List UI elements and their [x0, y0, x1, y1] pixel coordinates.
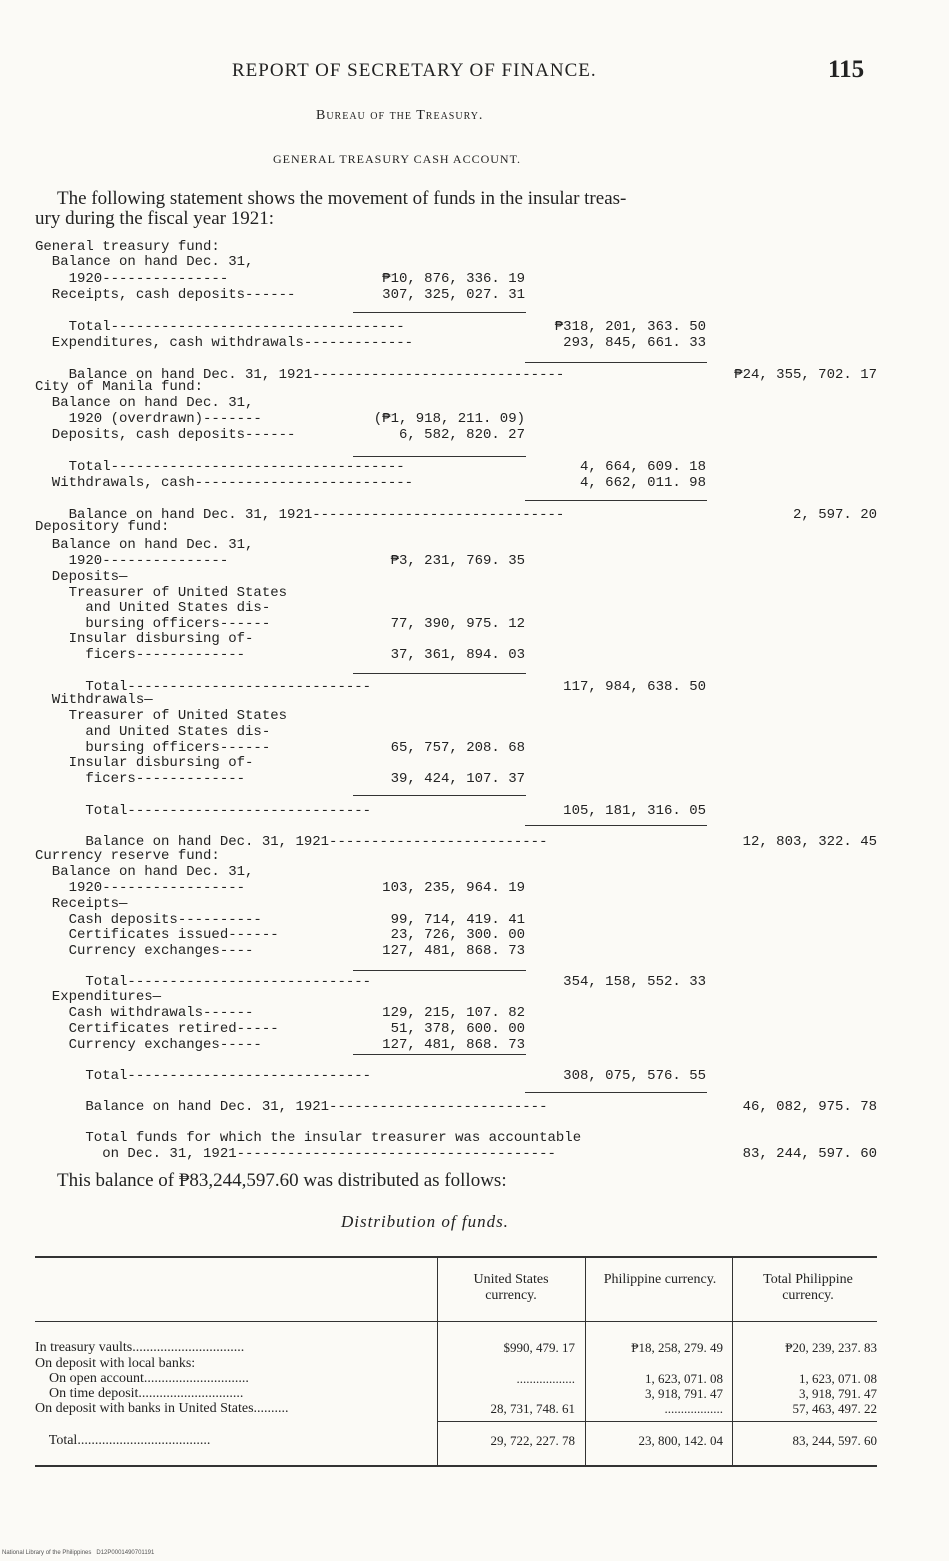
ledger-amount-c1: 129, 215, 107. 82	[382, 1005, 525, 1021]
table-cell-ph: ..................	[664, 1401, 723, 1416]
ledger-amount-c1: 127, 481, 868. 73	[382, 943, 525, 959]
ledger-label: Insular disbursing of-	[35, 755, 254, 771]
table-cell-us: ..................	[516, 1371, 575, 1386]
table-cell-us: $990, 479. 17	[503, 1340, 575, 1355]
ledger-amount-c3: 12, 803, 322. 45	[742, 834, 877, 850]
ledger-label: City of Manila fund:	[35, 379, 204, 395]
table-row-label: In treasury vaults................................	[35, 1340, 245, 1355]
ledger-label: and United States dis-	[35, 724, 271, 740]
ledger-label: Expenditures, cash withdrawals-------------	[35, 335, 414, 351]
ledger-label: Total-----------------------------	[35, 1068, 372, 1084]
table-row-label: On time deposit..............................	[35, 1386, 244, 1401]
ledger-label: Balance on hand Dec. 31,	[35, 254, 254, 270]
intro-line-2: ury during the fiscal year 1921:	[35, 208, 275, 229]
ledger-amount-c2: 105, 181, 316. 05	[563, 803, 706, 819]
scan-footer: National Library of the Philippines D12P0001490701191	[2, 1550, 155, 1556]
ledger-amount-c1: 39, 424, 107. 37	[390, 771, 525, 787]
table-row-label: On deposit with banks in United States..........	[35, 1401, 289, 1416]
ledger-label: Balance on hand Dec. 31, 1921--------------------------	[35, 1099, 548, 1115]
ledger-label: Total-----------------------------------	[35, 459, 405, 475]
ledger-label: Total-----------------------------	[35, 679, 372, 695]
ledger-amount-c2: ₱318, 201, 363. 50	[554, 319, 706, 335]
ledger-label: Receipts—	[35, 896, 128, 912]
ledger-amount-c1: ₱3, 231, 769. 35	[390, 553, 525, 569]
table-row-label: On open account..............................	[35, 1371, 249, 1386]
ledger-label: Balance on hand Dec. 31, 1921------------------------------	[35, 367, 565, 383]
ledger-amount-c1: 23, 726, 300. 00	[390, 927, 525, 943]
table-row	[35, 1433, 877, 1448]
ledger-label: ficers-------------	[35, 771, 246, 787]
ledger-amount-c2: 354, 158, 552. 33	[563, 974, 706, 990]
col-header-ph: Philippine currency.	[603, 1272, 717, 1287]
table-cell-total: 1, 623, 071. 08	[799, 1371, 877, 1386]
distribution-title: Distribution of funds.	[341, 1212, 509, 1231]
ledger-label: Certificates issued------	[35, 927, 279, 943]
distribution-intro: This balance of ₱83,244,597.60 was distributed as follows:	[57, 1170, 507, 1191]
ledger-amount-c3: 2, 597. 20	[792, 507, 877, 523]
ledger-amount-c1: 99, 714, 419. 41	[390, 912, 525, 928]
table-row-label: Total......................................	[35, 1433, 211, 1448]
ledger-amount-c2: 4, 662, 011. 98	[579, 475, 706, 491]
ledger-label: Withdrawals, cash--------------------------	[35, 475, 414, 491]
ledger-label: Balance on hand Dec. 31,	[35, 537, 254, 553]
table-row	[35, 1401, 877, 1416]
table-cell-us: 29, 722, 227. 78	[490, 1433, 575, 1448]
ledger-amount-c1: 65, 757, 208. 68	[390, 740, 525, 756]
ledger-label: ficers-------------	[35, 647, 246, 663]
ledger-amount-c2: 293, 845, 661. 33	[563, 335, 706, 351]
ledger-amount-c3: ₱24, 355, 702. 17	[734, 367, 877, 383]
ledger-label: Withdrawals—	[35, 692, 153, 708]
table-cell-ph: 3, 918, 791. 47	[645, 1386, 723, 1401]
ledger-amount-c1: 77, 390, 975. 12	[390, 616, 525, 632]
page-number: 115	[828, 56, 865, 83]
table-cell-ph: 23, 800, 142. 04	[638, 1433, 723, 1448]
table-cell-total: ₱20, 239, 237. 83	[785, 1340, 877, 1355]
ledger-amount-c1: ₱10, 876, 336. 19	[382, 271, 525, 287]
table-cell-total: 3, 918, 791. 47	[799, 1386, 877, 1401]
col-header-total: Total Philippine currency.	[763, 1272, 853, 1303]
table-row	[35, 1386, 877, 1401]
col-header-us: United States currency.	[473, 1272, 549, 1303]
table-row	[35, 1340, 877, 1355]
ledger-label: Balance on hand Dec. 31, 1921------------------------------	[35, 507, 565, 523]
ledger-amount-c1: 51, 378, 600. 00	[390, 1021, 525, 1037]
ledger-label: bursing officers------	[35, 740, 271, 756]
ledger-label: Total funds for which the insular treasurer was accountable	[35, 1130, 582, 1146]
ledger-amount-c1: 103, 235, 964. 19	[382, 880, 525, 896]
ledger-label: Insular disbursing of-	[35, 631, 254, 647]
table-row	[35, 1371, 877, 1386]
ledger-amount-c3: 83, 244, 597. 60	[742, 1146, 877, 1162]
ledger-amount-c1: 307, 325, 027. 31	[382, 287, 525, 303]
table-row-label: On deposit with local banks:	[35, 1356, 196, 1371]
ledger-label: Cash deposits----------	[35, 912, 262, 928]
ledger-label: Currency exchanges-----	[35, 1037, 262, 1053]
table-cell-us: 28, 731, 748. 61	[490, 1401, 575, 1416]
table-cell-ph: ₱18, 258, 279. 49	[631, 1340, 723, 1355]
ledger-label: Balance on hand Dec. 31,	[35, 395, 254, 411]
ledger-label: Balance on hand Dec. 31,	[35, 864, 254, 880]
ledger-label: Deposits—	[35, 569, 128, 585]
ledger-label: Certificates retired-----	[35, 1021, 279, 1037]
ledger-amount-c2: 117, 984, 638. 50	[563, 679, 706, 695]
intro-line-1: The following statement shows the movement of funds in the insular treas-	[57, 188, 627, 209]
ledger-label: Total-----------------------------	[35, 974, 372, 990]
ledger-amount-c3: 46, 082, 975. 78	[742, 1099, 877, 1115]
ledger-label: Depository fund:	[35, 519, 170, 535]
ledger-amount-c1: 127, 481, 868. 73	[382, 1037, 525, 1053]
ledger-label: Expenditures—	[35, 989, 162, 1005]
ledger-label: Currency exchanges----	[35, 943, 254, 959]
ledger-label: Treasurer of United States	[35, 708, 288, 724]
ledger-label: 1920 (overdrawn)-------	[35, 411, 262, 427]
ledger-label: bursing officers------	[35, 616, 271, 632]
ledger-amount-c2: 308, 075, 576. 55	[563, 1068, 706, 1084]
table-total-rule	[585, 1421, 732, 1422]
ledger-amount-c1: 37, 361, 894. 03	[390, 647, 525, 663]
ledger-label: Total-----------------------------	[35, 803, 372, 819]
table-cell-total: 83, 244, 597. 60	[792, 1433, 877, 1448]
ledger-label: Total-----------------------------------	[35, 319, 405, 335]
ledger-label: and United States dis-	[35, 600, 271, 616]
ledger-label: Receipts, cash deposits------	[35, 287, 296, 303]
ledger-label: 1920-----------------	[35, 880, 246, 896]
ledger-label: General treasury fund:	[35, 239, 220, 255]
ledger-label: on Dec. 31, 1921--------------------------------------	[35, 1146, 556, 1162]
ledger-label: Deposits, cash deposits------	[35, 427, 296, 443]
section-title: GENERAL TREASURY CASH ACCOUNT.	[273, 152, 522, 166]
ledger-amount-c2: 4, 664, 609. 18	[579, 459, 706, 475]
table-total-rule	[732, 1421, 877, 1422]
running-title: REPORT OF SECRETARY OF FINANCE.	[232, 60, 597, 81]
ledger-amount-c1: (₱1, 918, 211. 09)	[373, 411, 525, 427]
ledger-label: 1920---------------	[35, 271, 229, 287]
ledger-label: 1920---------------	[35, 553, 229, 569]
ledger-label: Currency reserve fund:	[35, 848, 220, 864]
table-cell-total: 57, 463, 497. 22	[792, 1401, 877, 1416]
table-total-rule	[437, 1421, 585, 1422]
ledger-label: Treasurer of United States	[35, 585, 288, 601]
ledger-label: Balance on hand Dec. 31, 1921--------------------------	[35, 834, 548, 850]
ledger-label: Cash withdrawals------	[35, 1005, 254, 1021]
ledger-amount-c1: 6, 582, 820. 27	[398, 427, 525, 443]
table-row	[35, 1356, 877, 1371]
bureau-title: Bureau of the Treasury.	[316, 108, 484, 123]
table-cell-ph: 1, 623, 071. 08	[645, 1371, 723, 1386]
